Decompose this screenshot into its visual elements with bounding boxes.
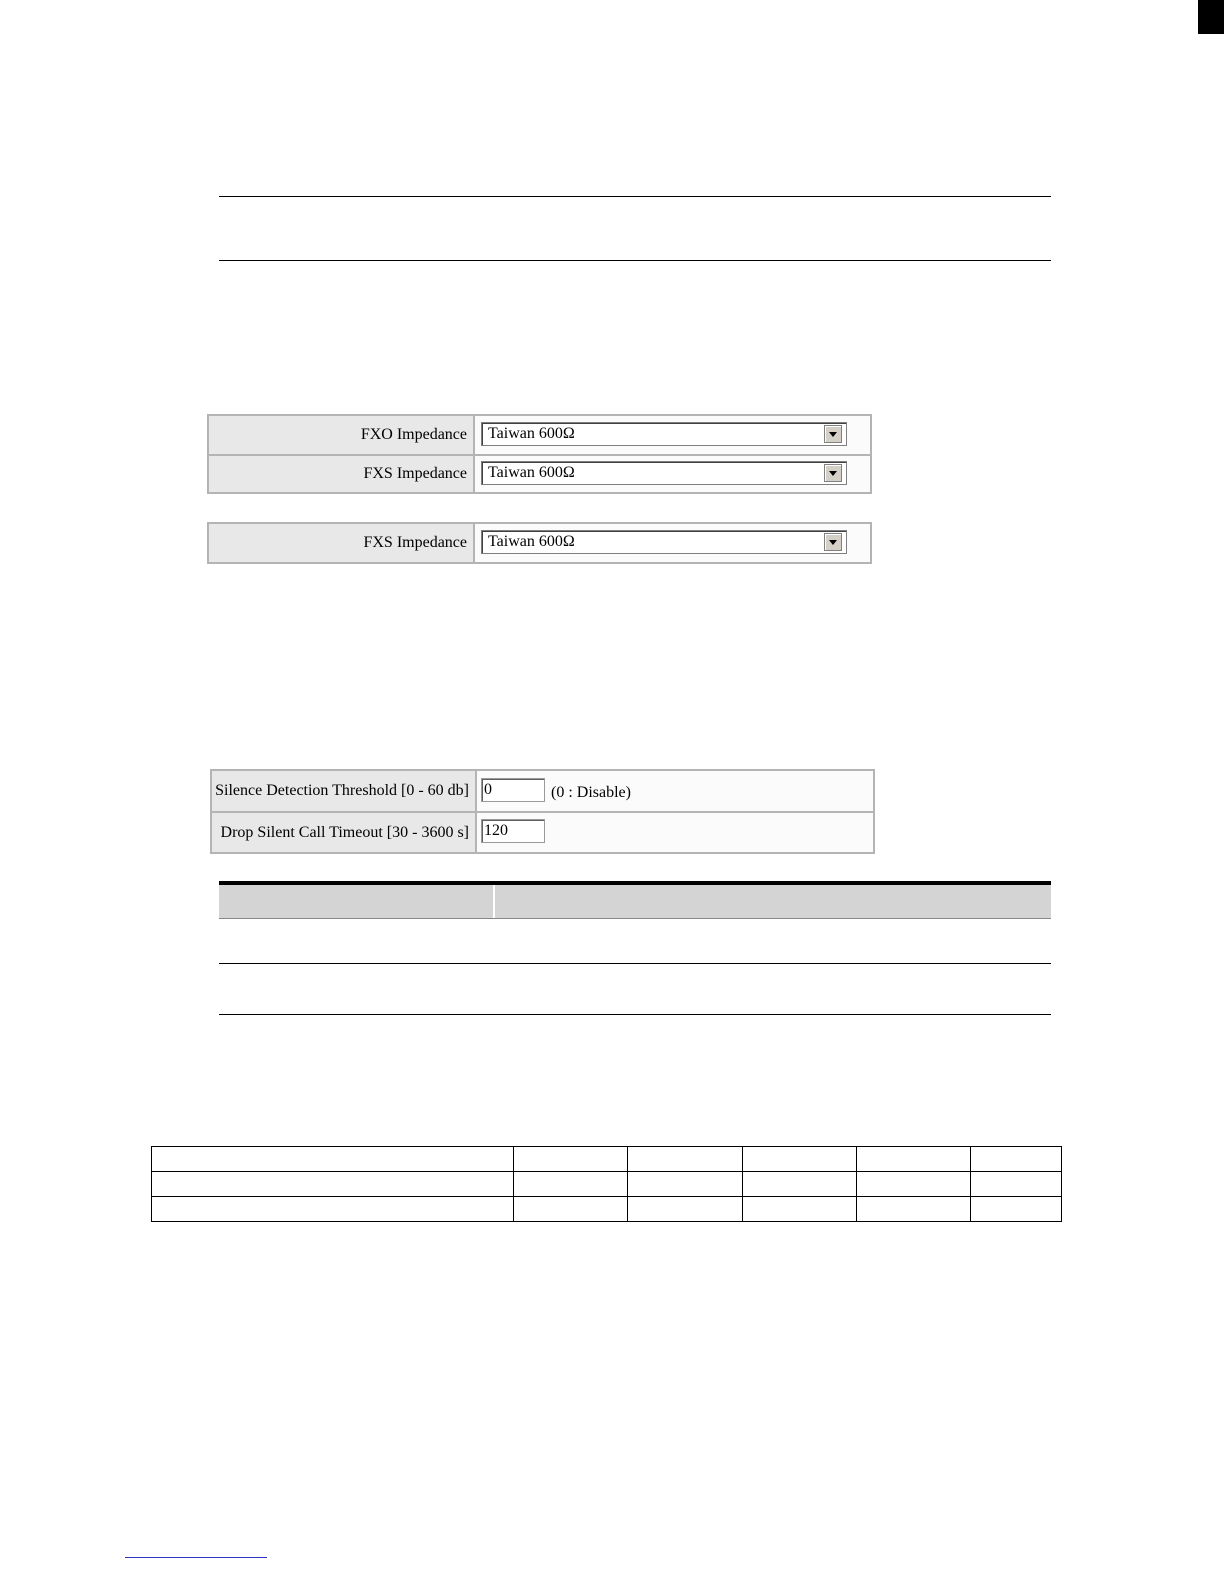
silent-call-timeout-input[interactable] [481, 819, 545, 843]
fxs-impedance-value: Taiwan 600Ω [488, 464, 575, 481]
silent-call-timeout-row [212, 813, 873, 852]
footer-link-underline[interactable] [125, 1557, 267, 1558]
fxs-impedance-select[interactable] [481, 461, 847, 485]
page-edge-mark [1198, 0, 1224, 34]
fxs-impedance-value-2: Taiwan 600Ω [488, 533, 575, 550]
silent-call-timeout-label: Drop Silent Call Timeout [30 - 3600 s] [212, 813, 477, 852]
fxs-impedance-row [209, 456, 870, 492]
table-header-divider [493, 885, 495, 918]
impedance-panel-2 [207, 522, 872, 564]
fxs-impedance-select-2[interactable] [481, 530, 847, 554]
table-row [152, 1172, 1062, 1197]
chevron-down-icon[interactable] [824, 533, 842, 551]
table-rule [219, 918, 1051, 919]
chevron-down-icon[interactable] [824, 464, 842, 482]
fxo-impedance-label: FXO Impedance [209, 416, 475, 454]
impedance-panel-1 [207, 414, 872, 494]
table-rule [219, 963, 1051, 964]
chevron-down-icon[interactable] [824, 425, 842, 443]
top-rule [219, 196, 1051, 197]
silence-threshold-hint: (0 : Disable) [551, 784, 631, 801]
fxo-impedance-row [209, 416, 870, 454]
fxs-impedance-row-2 [209, 524, 870, 562]
silence-threshold-row [212, 771, 873, 811]
silence-panel [210, 769, 875, 854]
fxo-impedance-select[interactable] [481, 422, 847, 446]
fxs-impedance-label-2: FXS Impedance [209, 524, 475, 562]
table-row [152, 1197, 1062, 1222]
fxo-impedance-value: Taiwan 600Ω [488, 425, 575, 442]
table-row [152, 1147, 1062, 1172]
silence-threshold-input[interactable] [481, 778, 545, 802]
silence-threshold-label: Silence Detection Threshold [0 - 60 db] [212, 771, 477, 811]
table-rule [219, 1014, 1051, 1015]
top-rule-bottom [219, 260, 1051, 261]
grid-table [151, 1146, 1062, 1222]
fxs-impedance-label: FXS Impedance [209, 456, 475, 492]
table-header-band [219, 881, 1051, 918]
